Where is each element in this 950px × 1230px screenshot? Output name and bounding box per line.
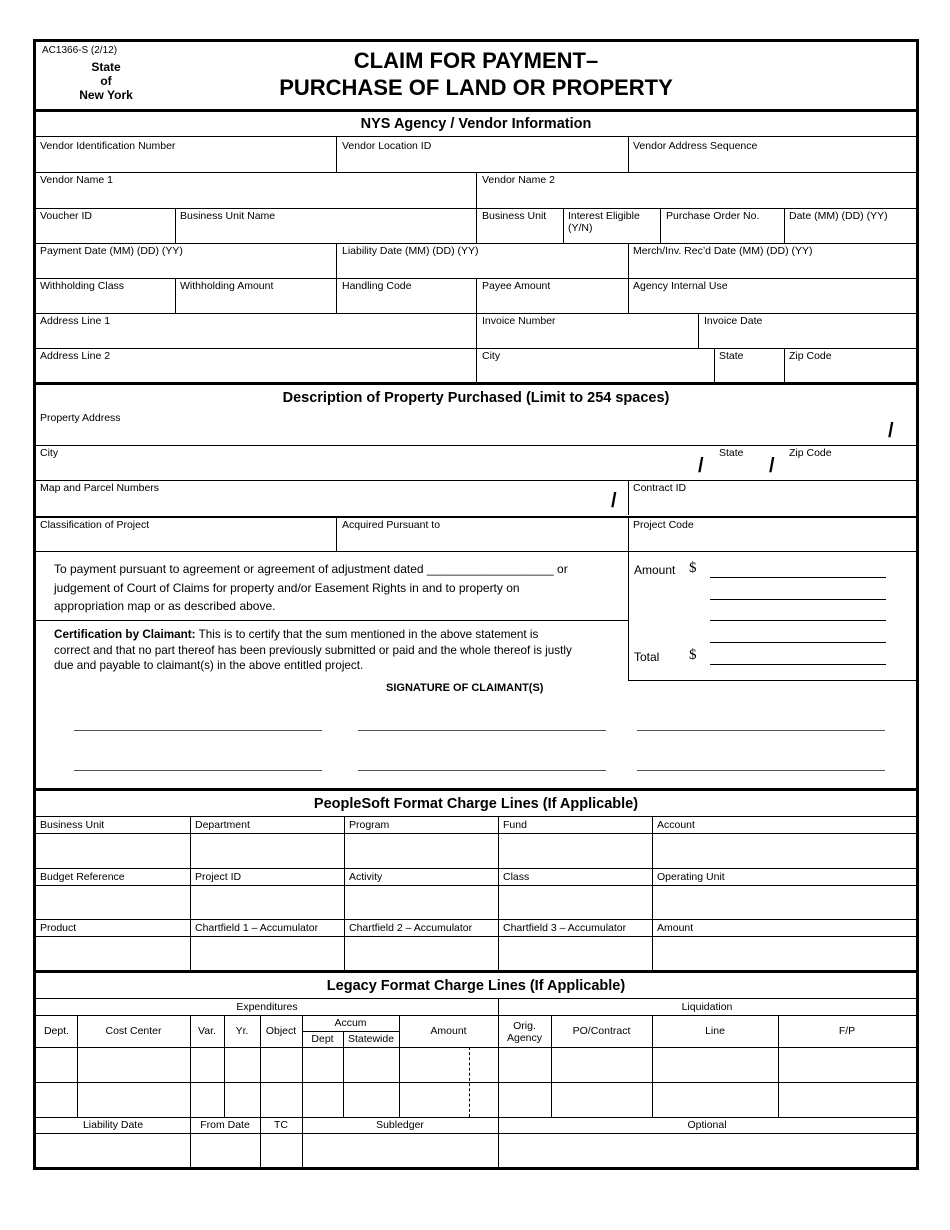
col-orig-agency-label: [498, 1020, 551, 1044]
contract-id-field[interactable]: Contract ID: [633, 482, 687, 494]
orig-agency-line-1: Orig.: [513, 1020, 536, 1032]
acquired-pursuant-field[interactable]: Acquired Pursuant to: [342, 519, 441, 531]
ps-department-label: Department: [195, 819, 250, 831]
ps-activity-label: Activity: [349, 871, 383, 883]
table-row[interactable]: [36, 1083, 916, 1116]
interest-eligible-label: Interest Eligible: [568, 210, 640, 222]
purchase-order-field[interactable]: Purchase Order No.: [666, 210, 760, 222]
amount-line[interactable]: [710, 577, 886, 578]
expenditures-label: Expenditures: [236, 1001, 298, 1013]
peoplesoft-section-title: PeopleSoft Format Charge Lines (If Applicable): [313, 796, 639, 812]
classification-field[interactable]: Classification of Project: [40, 519, 150, 531]
address-line-1-field[interactable]: Address Line 1: [40, 315, 111, 327]
legacy-section-title: Legacy Format Charge Lines (If Applicable): [326, 978, 626, 994]
merch-inv-date-field[interactable]: Merch/Inv. Rec’d Date (MM) (DD) (YY): [633, 245, 813, 257]
vendor-section-title: NYS Agency / Vendor Information: [360, 116, 592, 132]
map-parcel-field[interactable]: Map and Parcel Numbers: [40, 482, 160, 494]
vendor-address-sequence-field[interactable]: Vendor Address Sequence: [633, 140, 758, 152]
handling-code-field[interactable]: Handling Code: [342, 280, 412, 292]
slash-mark: /: [769, 455, 775, 477]
divider: [36, 109, 916, 112]
agency-internal-use-field[interactable]: Agency Internal Use: [633, 280, 728, 292]
withholding-class-field[interactable]: Withholding Class: [40, 280, 125, 292]
ps-account-label: Account: [657, 819, 695, 831]
amount-line[interactable]: [710, 620, 886, 621]
signature-line[interactable]: [637, 770, 885, 771]
liability-date-label: Liability Date: [82, 1119, 144, 1131]
title-line-1: CLAIM FOR PAYMENT–: [353, 48, 599, 73]
title-line-2: PURCHASE OF LAND OR PROPERTY: [279, 75, 673, 100]
total-line[interactable]: [710, 664, 886, 665]
optional-label: Optional: [687, 1119, 727, 1131]
col-statewide-label: Statewide: [347, 1033, 395, 1045]
signature-line[interactable]: [74, 730, 322, 731]
cert-line-2: correct and that no part thereof has been previously submitted or paid and the whole thereof is justly: [54, 643, 572, 657]
dollar-sign: $: [689, 647, 697, 663]
date-field[interactable]: Date (MM) (DD) (YY): [789, 210, 888, 222]
claim-form: [33, 39, 919, 1170]
cert-line-1: This is to certify that the sum mentioned in the above statement is: [195, 628, 539, 641]
tc-label: TC: [274, 1119, 288, 1131]
signature-line[interactable]: [358, 770, 606, 771]
vendor-name-2-field[interactable]: Vendor Name 2: [482, 174, 555, 186]
ps-chartfield-1-label: Chartfield 1 – Accumulator: [195, 922, 319, 934]
amount-line[interactable]: [710, 642, 886, 643]
slash-mark: /: [888, 420, 894, 442]
vendor-location-field[interactable]: Vendor Location ID: [342, 140, 432, 152]
col-dept-label: Dept.: [43, 1025, 70, 1037]
voucher-id-field[interactable]: Voucher ID: [40, 210, 92, 222]
interest-eligible-field[interactable]: [568, 210, 640, 234]
signature-line[interactable]: [74, 770, 322, 771]
ps-chartfield-2-label: Chartfield 2 – Accumulator: [349, 922, 473, 934]
orig-agency-line-2: Agency: [506, 1032, 543, 1044]
col-amount-label: Amount: [430, 1025, 467, 1037]
ps-operating-unit-label: Operating Unit: [657, 871, 725, 883]
payment-line-3: appropriation map or as described above.: [54, 599, 276, 613]
table-row[interactable]: [36, 1048, 916, 1081]
vendor-id-field[interactable]: Vendor Identification Number: [40, 140, 176, 152]
ps-amount-label: Amount: [657, 922, 694, 934]
signature-line[interactable]: [358, 730, 606, 731]
property-state-field[interactable]: State: [719, 447, 744, 459]
col-fp-label: F/P: [838, 1025, 856, 1037]
address-line-2-field[interactable]: Address Line 2: [40, 350, 111, 362]
col-cost-center-label: Cost Center: [105, 1025, 162, 1037]
amount-label: Amount: [634, 563, 676, 577]
certification-statement: [54, 627, 572, 674]
ps-class-label: Class: [503, 871, 530, 883]
invoice-date-field[interactable]: Invoice Date: [704, 315, 763, 327]
subledger-label: Subledger: [376, 1119, 424, 1131]
payee-amount-field[interactable]: Payee Amount: [482, 280, 551, 292]
liquidation-label: Liquidation: [681, 1001, 733, 1013]
payment-line-1: To payment pursuant to agreement or agreement of adjustment dated ___________________ or: [54, 562, 568, 576]
liability-date-field[interactable]: Liability Date (MM) (DD) (YY): [342, 245, 479, 257]
cert-line-3: due and payable to claimant(s) in the above entitled project.: [54, 659, 364, 672]
col-line-label: Line: [705, 1025, 725, 1037]
certification-label: Certification by Claimant:: [54, 628, 196, 641]
total-label: Total: [634, 650, 660, 664]
form-code: AC1366-S (2/12): [42, 45, 118, 56]
withholding-amount-field[interactable]: Withholding Amount: [180, 280, 274, 292]
slash-mark: /: [611, 490, 617, 512]
state-line-2: of: [100, 74, 112, 88]
city-field[interactable]: City: [482, 350, 501, 362]
vendor-name-1-field[interactable]: Vendor Name 1: [40, 174, 113, 186]
payment-line-2: judgement of Court of Claims for property and/or Easement Rights in and to property on: [54, 580, 520, 595]
col-yr-label: Yr.: [235, 1025, 249, 1037]
signature-line[interactable]: [637, 730, 885, 731]
property-city-field[interactable]: City: [40, 447, 59, 459]
col-object-label: Object: [265, 1025, 297, 1037]
col-po-contract-label: PO/Contract: [572, 1025, 631, 1037]
ps-program-label: Program: [349, 819, 390, 831]
from-date-label: From Date: [200, 1119, 250, 1131]
project-code-field[interactable]: Project Code: [633, 519, 694, 531]
zip-code-field[interactable]: Zip Code: [789, 350, 832, 362]
ps-project-id-label: Project ID: [195, 871, 242, 883]
amount-line[interactable]: [710, 599, 886, 600]
state-label: [56, 60, 156, 102]
business-unit-name-field[interactable]: Business Unit Name: [180, 210, 276, 222]
ps-product-label: Product: [40, 922, 77, 934]
signature-heading: SIGNATURE OF CLAIMANT(S): [386, 682, 544, 694]
page-title: [226, 47, 726, 101]
col-var-label: Var.: [198, 1025, 216, 1037]
slash-mark: /: [698, 455, 704, 477]
interest-eligible-yn-label: (Y/N): [568, 222, 593, 234]
property-section-title: Description of Property Purchased (Limit to 254 spaces): [282, 390, 670, 406]
dollar-sign: $: [689, 560, 697, 576]
payment-statement: [54, 560, 568, 616]
property-address-field[interactable]: Property Address: [40, 412, 121, 424]
business-unit-field[interactable]: Business Unit: [482, 210, 547, 222]
property-zip-field[interactable]: Zip Code: [789, 447, 832, 459]
invoice-number-field[interactable]: Invoice Number: [482, 315, 556, 327]
state-field[interactable]: State: [719, 350, 744, 362]
state-line-3: New York: [79, 88, 133, 102]
ps-budget-reference-label: Budget Reference: [40, 871, 125, 883]
col-accum-dept-label: Dept: [311, 1033, 334, 1045]
state-line-1: State: [91, 60, 121, 74]
ps-chartfield-3-label: Chartfield 3 – Accumulator: [503, 922, 627, 934]
col-accum-label: Accum: [334, 1017, 367, 1029]
payment-date-field[interactable]: Payment Date (MM) (DD) (YY): [40, 245, 183, 257]
ps-fund-label: Fund: [503, 819, 527, 831]
ps-business-unit-label: Business Unit: [40, 819, 105, 831]
